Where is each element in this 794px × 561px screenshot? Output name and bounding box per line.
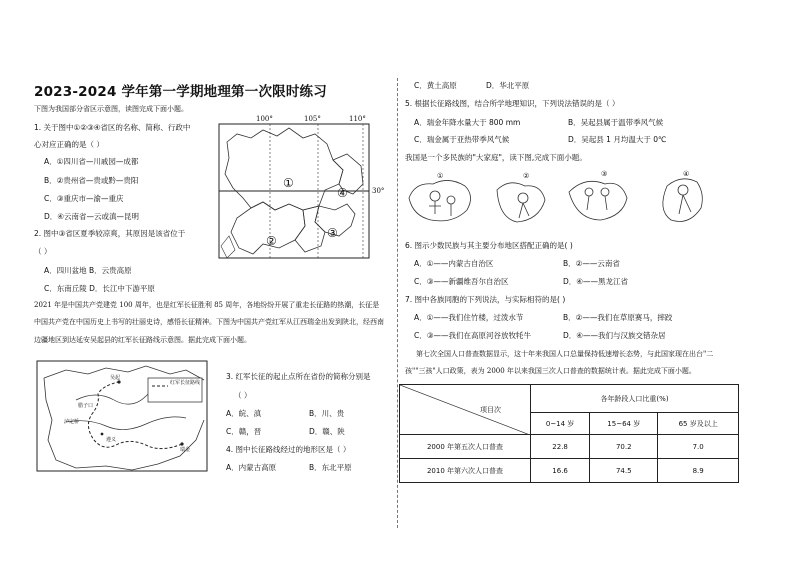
q5-option-b[interactable]: B．吴起县属于温带季风气候 (568, 118, 664, 127)
q6-option-d[interactable]: D．④——黑龙江省 (563, 277, 628, 286)
intro-longmarch-line1: 2021 年是中国共产党建党 100 周年，也是红军长征胜利 85 周年，各地纷纷开展了重走长征路的热潮，长征是 (34, 301, 380, 309)
q7-option-a[interactable]: A．①——我们住竹楼，过泼水节 (414, 313, 524, 322)
q1-option-d[interactable]: D．④云南省—云或滇—昆明 (44, 212, 139, 221)
q1-option-c[interactable]: C．③重庆市—渝—重庆 (44, 194, 124, 203)
table-col-header: 65 岁及以上 (658, 413, 739, 435)
q3-option-b[interactable]: B．川、贵 (309, 409, 345, 418)
table-row-label: 2000 年第五次人口普查 (400, 435, 531, 459)
column-divider (397, 78, 398, 528)
table-col-header: 0~14 岁 (531, 413, 590, 435)
intro-ethnic: 我国是一个多民族的"大家庭"，读下图,完成下面小题。 (405, 153, 587, 162)
table-row (400, 459, 739, 483)
q3-stem: 3. 红军长征的起止点所在省份的简称分别是 (226, 372, 371, 381)
intro-census-line2: 孩""三孩"人口政策，表为 2000 年以来我国三次人口普查的数据统计表。据此完成下面小题。 (405, 367, 696, 375)
table-corner-label: 项目次 (480, 406, 501, 414)
q6-stem: 6. 图示少数民族与其主要分布地区搭配正确的是( ) (405, 241, 573, 250)
place-zunyi: 遵义 (106, 437, 117, 443)
q7-option-b[interactable]: B．②——我们在草原赛马，摔跤 (563, 313, 673, 322)
table-group-header: 各年龄段人口比重(%) (531, 385, 739, 413)
q3-option-c[interactable]: C．赣，晋 (226, 427, 262, 436)
q1-stem-line2: 心对应正确的是（ ） (34, 140, 104, 149)
map1-lon-105: 105° (304, 115, 321, 123)
table-col-header: 15~64 岁 (590, 413, 658, 435)
table-cell: 7.0 (658, 435, 739, 459)
table-cell: 74.5 (590, 459, 658, 483)
long-march-map (36, 360, 208, 472)
svg-text:①: ① (437, 172, 444, 180)
q5-option-d[interactable]: D．吴起县 1 月均温大于 0℃ (568, 135, 667, 144)
table-cell: 8.9 (658, 459, 739, 483)
q2-stem-line2: （ ） (34, 247, 52, 256)
region-label-4: ④ (337, 186, 348, 200)
q2-option-ab[interactable]: A．四川盆地 B．云贵高原 (44, 266, 132, 275)
table-cell: 70.2 (590, 435, 658, 459)
place-wuqi: 吴起 (110, 375, 121, 381)
q4-stem: 4. 图中长征路线经过的地形区是（ ） (226, 445, 351, 454)
map1-lon-110: 110° (349, 115, 366, 123)
q4-option-c[interactable]: C．黄土高原 (414, 81, 457, 90)
q3-option-d[interactable]: D．赣、陕 (309, 427, 345, 436)
region-label-2: ② (266, 234, 277, 248)
q2-stem-line1: 2. 图中③省区夏季较凉爽，其原因是该省位于 (34, 229, 186, 238)
census-table (399, 384, 739, 483)
region-label-1: ① (283, 176, 294, 190)
ethnic-groups-illustration (405, 170, 735, 232)
paper-title: 2023-2024 学年第一学期地理第一次限时练习 (34, 84, 327, 100)
table-corner (400, 385, 531, 435)
q7-option-d[interactable]: D．④——我们与汉族交错杂居 (563, 331, 666, 340)
q6-option-b[interactable]: B．②——云南省 (563, 259, 620, 268)
q1-option-a[interactable]: A．①四川省—川戚园—成都 (44, 157, 139, 166)
intro-longmarch-line3: 边疆地区到达延安吴起县的红军长征路线示意图。据此完成下面小题。 (34, 336, 251, 344)
svg-text:②: ② (523, 172, 530, 180)
q6-option-c[interactable]: C．③——新疆维吾尔自治区 (414, 277, 509, 286)
intro-map1: 下图为我国部分省区示意图，读图完成下面小题。 (34, 105, 188, 113)
q7-option-c[interactable]: C．③——我们在高原河谷放牧牦牛 (414, 331, 531, 340)
map1-lat-30: 30° (372, 187, 385, 195)
q4-option-d[interactable]: D．华北平原 (486, 81, 530, 90)
map1-lon-100: 100° (256, 115, 273, 123)
intro-longmarch-line2: 中国共产党在中国历史上书写的壮丽史诗，感悟长征精神。下图为中国共产党红军从江西瑞金出发到陕北，经西南 (34, 318, 384, 326)
place-ruijin: 瑞金 (180, 447, 191, 453)
svg-text:③: ③ (601, 170, 608, 178)
place-lazikou: 腊子口 (78, 403, 94, 409)
q2-option-cd[interactable]: C．东南丘陵 D．长江中下游平原 (44, 284, 155, 293)
q7-stem: 7. 图中各族同胞的下列说法，与实际相符的是( ) (405, 295, 566, 304)
intro-census-line1: 第七次全国人口普查数据显示，这十年来我国人口总量保持低速增长态势，与此国家现在出台"二 (416, 350, 714, 358)
q1-option-b[interactable]: B．②贵州省—贵或黔—贵阳 (44, 176, 139, 185)
region-label-3: ③ (327, 226, 338, 240)
q4-option-b[interactable]: B．东北平原 (309, 463, 352, 472)
q6-option-a[interactable]: A．①——内蒙古自治区 (414, 259, 494, 268)
q1-stem-line1: 1. 关于图中①②③④省区的名称、简称、行政中 (34, 123, 191, 132)
table-row-label: 2010 年第六次人口普查 (400, 459, 531, 483)
q3-paren: （ ） (234, 391, 252, 400)
table-cell: 22.8 (531, 435, 590, 459)
q5-stem: 5. 根据长征路线图，结合所学地理知识，下列说法错误的是（ ） (405, 99, 620, 108)
province-map (215, 114, 385, 262)
q4-option-a[interactable]: A．内蒙古高原 (226, 463, 277, 472)
q3-option-a[interactable]: A．皖、滇 (226, 409, 262, 418)
q5-option-a[interactable]: A．瑞金年降水量大于 800 mm (414, 118, 521, 127)
place-ludingqiao: 泸定桥 (64, 419, 80, 425)
table-row (400, 435, 739, 459)
q5-option-c[interactable]: C．瑞金属于亚热带季风气候 (414, 135, 510, 144)
legend-label-longmarch: 红军长征路线 (170, 380, 201, 386)
svg-text:④: ④ (683, 170, 690, 178)
table-cell: 16.6 (531, 459, 590, 483)
